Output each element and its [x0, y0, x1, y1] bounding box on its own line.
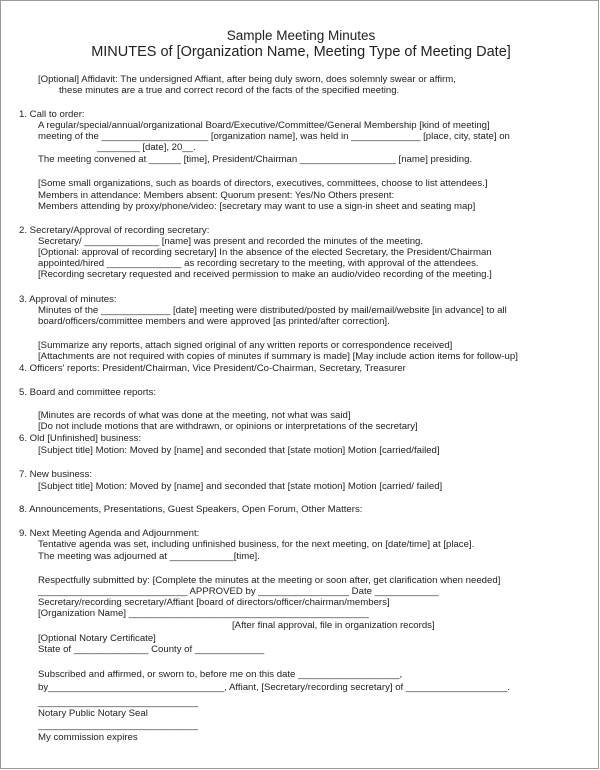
- affidavit-line-2: these minutes are a true and correct record of the facts of the specified meeting.: [59, 85, 400, 96]
- text-line: ________ [date], 20__.: [97, 142, 196, 153]
- text-line: Members attending by proxy/phone/video: [secretary may want to use a sign-in sheet and seating map]: [38, 201, 476, 212]
- text-line: My commission expires: [38, 732, 138, 743]
- text-line: [Minutes are records of what was done at the meeting, not what was said]: [38, 410, 351, 421]
- text-line: Notary Public Notary Seal: [38, 708, 148, 719]
- section-8-heading: 8. Announcements, Presentations, Guest Speakers, Open Forum, Other Matters:: [19, 504, 363, 515]
- text-line: Secretary/ ______________ [name] was present and recorded the minutes of the meeting.: [38, 236, 424, 247]
- text-line: appointed/hired ______________ as recording secretary to the meeting, with approval of the attendees.: [38, 258, 479, 269]
- text-line: meeting of the ____________________ [organization name], was held in _____________ [place, city, state] on: [38, 131, 510, 142]
- text-line: Secretary/recording secretary/Affiant [board of directors/officer/chairman/members]: [38, 597, 390, 608]
- text-line: Respectfully submitted by: [Complete the minutes at the meeting or soon after, get clarification when needed]: [38, 575, 501, 586]
- text-line: Tentative agenda was set, including unfinished business, for the next meeting, on [date/time] at [place].: [38, 539, 475, 550]
- text-line: Subscribed and affirmed, or sworn to, before me on this date ___________________,: [38, 669, 403, 680]
- text-line: board/officers/committee members and were approved [as printed/after correction].: [38, 316, 390, 327]
- text-line: [After final approval, file in organization records]: [232, 620, 435, 631]
- document-subtitle: MINUTES of [Organization Name, Meeting Type of Meeting Date]: [91, 44, 511, 60]
- section-7-heading: 7. New business:: [19, 469, 93, 480]
- affidavit-line-1: [Optional] Affidavit: The undersigned Affiant, after being duly sworn, does solemnly swear or affirm,: [38, 74, 456, 85]
- text-line: [Summarize any reports, attach signed original of any written reports or correspondence received]: [38, 340, 453, 351]
- section-3-heading: 3. Approval of minutes:: [19, 294, 117, 305]
- document-title: Sample Meeting Minutes: [226, 28, 376, 43]
- text-line: [Attachments are not required with copies of minutes if summary is made] [May include action items for follow-up]: [38, 351, 518, 362]
- text-line: [Organization Name] _____________________________________________: [38, 608, 369, 619]
- section-9-heading: 9. Next Meeting Agenda and Adjournment:: [19, 528, 200, 539]
- signature-line: ______________________________: [38, 697, 199, 708]
- section-6-heading: 6. Old [Unfinished] business:: [19, 433, 142, 444]
- signature-line: ______________________________: [38, 720, 199, 731]
- text-line: [Some small organizations, such as boards of directors, executives, committees, choose to list attendees.]: [38, 178, 488, 189]
- text-line: by_________________________________, Affiant, [Secretary/recording secretary] of ___________________.: [38, 682, 510, 693]
- text-line: A regular/special/annual/organizational Board/Executive/Committee/General Membership [kind of meeting]: [38, 120, 490, 131]
- text-line: [Optional: approval of recording secretary] In the absence of the elected Secretary, the President/Chairman: [38, 247, 492, 258]
- section-4-heading: 4. Officers' reports: President/Chairman, Vice President/Co-Chairman, Secretary, Treasurer: [19, 363, 406, 374]
- text-line: [Optional Notary Certificate]: [38, 633, 156, 644]
- section-2-heading: 2. Secretary/Approval of recording secretary:: [19, 225, 210, 236]
- text-line: ____________________________ APPROVED by _________________ Date ____________: [38, 586, 439, 597]
- text-line: Minutes of the _____________ [date] meeting were distributed/posted by mail/email/website [in advance] to all: [38, 305, 507, 316]
- text-line: The meeting was adjourned at ____________[time].: [38, 551, 260, 562]
- section-5-heading: 5. Board and committee reports:: [19, 387, 157, 398]
- text-line: [Recording secretary requested and received permission to make an audio/video recording of the meeting.]: [38, 269, 492, 280]
- text-line: [Do not include motions that are withdrawn, or opinions or interpretations of the secretary]: [38, 421, 418, 432]
- text-line: State of ______________ County of _____________: [38, 644, 265, 655]
- section-1-heading: 1. Call to order:: [19, 109, 85, 120]
- text-line: [Subject title] Motion: Moved by [name] and seconded that [state motion] Motion [carried/ failed]: [38, 481, 443, 492]
- text-line: The meeting convened at ______ [time], President/Chairman __________________ [name] presiding.: [38, 154, 473, 165]
- text-line: Members in attendance: Members absent: Quorum present: Yes/No Others present:: [38, 190, 395, 201]
- text-line: [Subject title] Motion: Moved by [name] and seconded that [state motion] Motion [carried/failed]: [38, 445, 440, 456]
